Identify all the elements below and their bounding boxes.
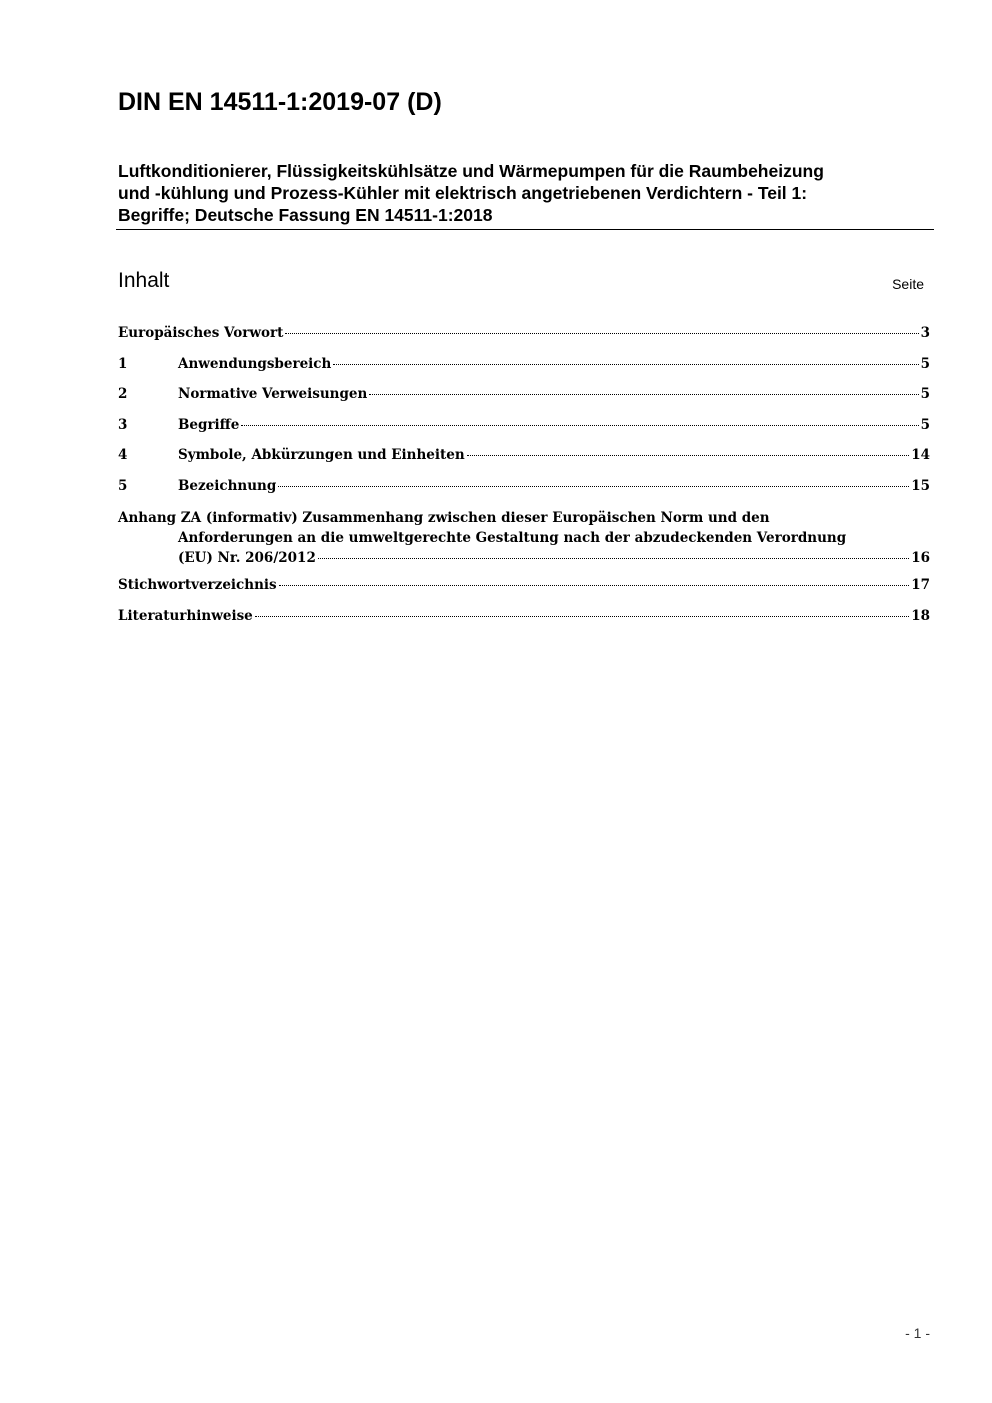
- toc-dot-leader: [255, 616, 909, 617]
- subtitle-line: Begriffe; Deutsche Fassung EN 14511-1:2018: [118, 205, 493, 225]
- document-subtitle: [118, 160, 933, 226]
- toc-entry-bezeichnung[interactable]: [118, 478, 930, 509]
- toc-entry-symbole[interactable]: [118, 447, 930, 478]
- toc-entry-page: 17: [911, 577, 930, 593]
- toc-entry-number: 4: [118, 447, 128, 463]
- toc-entry-begriffe[interactable]: [118, 417, 930, 448]
- toc-dot-leader: [241, 425, 918, 426]
- toc-entry-label: Literaturhinweise: [118, 607, 253, 624]
- subtitle-line: Luftkonditionierer, Flüssigkeitskühlsätze und Wärmepumpen für die Raumbeheizung: [118, 161, 824, 181]
- toc-dot-leader: [467, 455, 910, 456]
- table-of-contents: [118, 325, 930, 638]
- toc-entry-normative-verweisungen[interactable]: [118, 386, 930, 417]
- toc-entry-anhang-za[interactable]: [118, 508, 930, 568]
- toc-dot-leader: [318, 558, 909, 559]
- subtitle-line: und -kühlung und Prozess-Kühler mit elektrisch angetriebenen Verdichtern - Teil 1:: [118, 183, 808, 203]
- toc-page-column-label: Seite: [892, 276, 924, 292]
- toc-entry-literaturhinweise[interactable]: [118, 608, 930, 639]
- toc-entry-label: Stichwortverzeichnis: [118, 577, 277, 593]
- toc-entry-label: Europäisches Vorwort: [118, 325, 284, 341]
- toc-dot-leader: [333, 364, 918, 365]
- toc-entry-stichwortverzeichnis[interactable]: [118, 577, 930, 608]
- toc-entry-label: Anwendungsbereich: [178, 355, 332, 372]
- title-divider: [116, 229, 934, 230]
- toc-entry-label: Begriffe: [178, 416, 240, 433]
- toc-entry-page: 16: [911, 550, 930, 566]
- toc-entry-page: 5: [920, 386, 930, 402]
- toc-entry-label: Symbole, Abkürzungen und Einheiten: [178, 447, 465, 463]
- toc-entry-page: 18: [911, 607, 930, 624]
- toc-entry-page: 3: [920, 325, 930, 341]
- page-number: - 1 -: [905, 1325, 930, 1341]
- toc-entry-label: Normative Verweisungen: [178, 386, 368, 402]
- toc-entry-label: Bezeichnung: [178, 477, 277, 494]
- toc-entry-page: 5: [920, 416, 930, 433]
- toc-annex-line: (EU) Nr. 206/2012: [178, 550, 316, 566]
- document-title: DIN EN 14511-1:2019-07 (D): [118, 88, 442, 116]
- toc-entry-number: 3: [118, 416, 128, 433]
- toc-entry-vorwort[interactable]: [118, 325, 930, 356]
- toc-entry-page: 5: [920, 355, 930, 372]
- toc-annex-line: Anhang ZA (informativ) Zusammenhang zwischen dieser Europäischen Norm und den: [118, 510, 770, 526]
- toc-dot-leader: [279, 585, 910, 586]
- toc-annex-line: Anforderungen an die umweltgerechte Gestaltung nach der abzudeckenden Verordnung: [178, 530, 847, 546]
- toc-entry-anwendungsbereich[interactable]: [118, 356, 930, 387]
- toc-dot-leader: [369, 394, 918, 395]
- toc-dot-leader: [285, 333, 918, 334]
- toc-heading: Inhalt: [118, 269, 170, 292]
- toc-dot-leader: [278, 486, 909, 487]
- toc-entry-number: 5: [118, 477, 128, 494]
- toc-entry-page: 14: [911, 447, 930, 463]
- toc-entry-number: 2: [118, 386, 128, 402]
- toc-entry-number: 1: [118, 355, 128, 372]
- toc-entry-page: 15: [911, 477, 930, 494]
